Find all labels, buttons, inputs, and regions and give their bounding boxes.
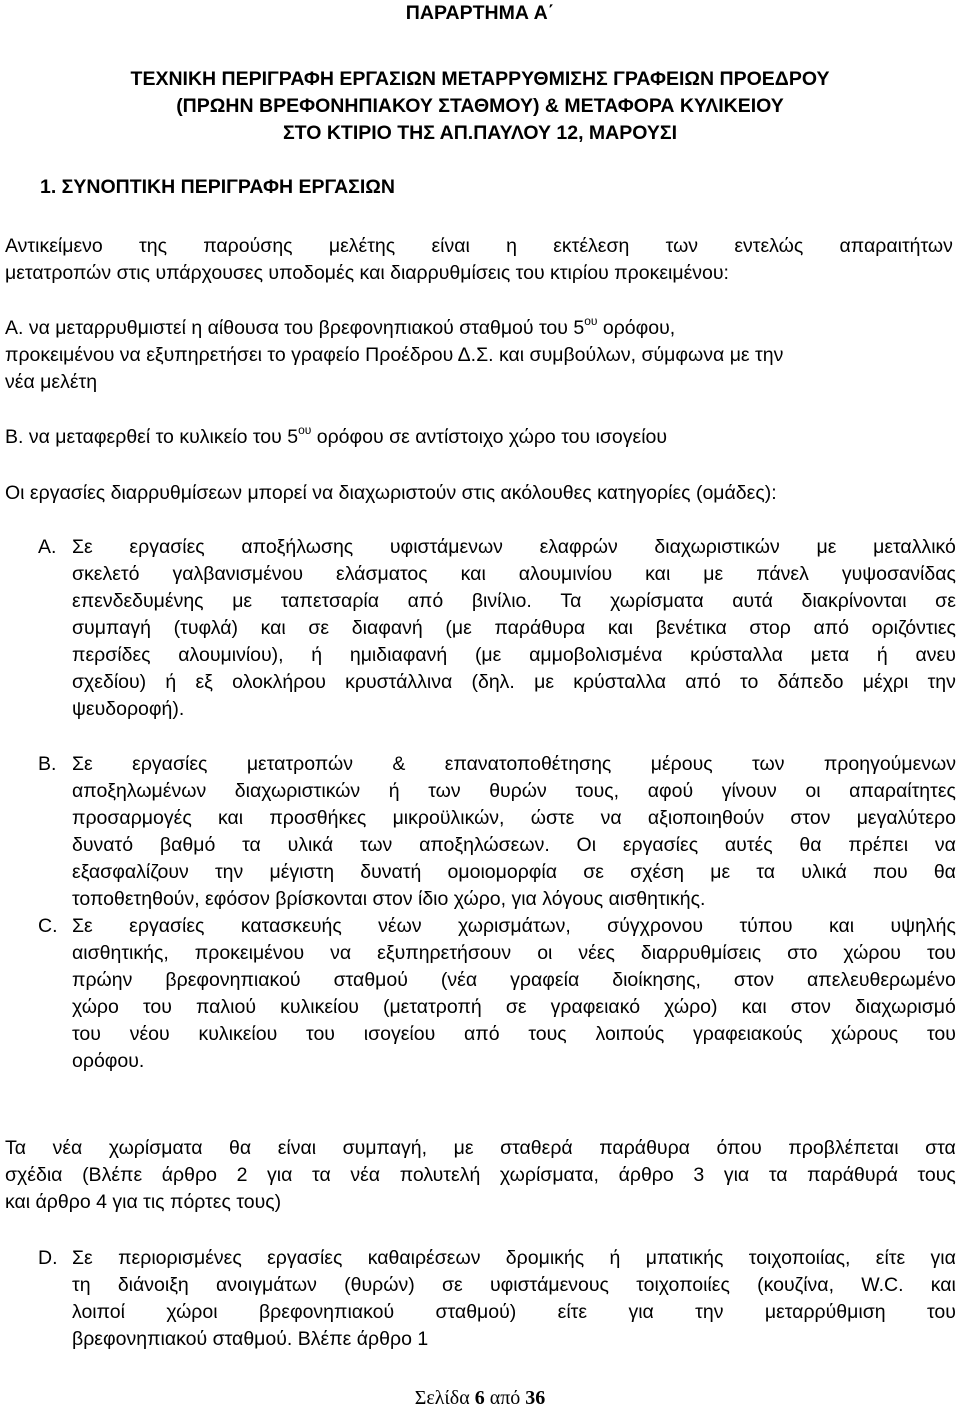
document-title-line-2: (ΠΡΩΗΝ ΒΡΕΦΟΝΗΠΙΑΚΟΥ ΣΤΑΘΜΟΥ) & ΜΕΤΑΦΟΡΑ ΚΥΛΙΚΕΙΟΥ [176,95,784,117]
page-number: 6 [474,1387,485,1409]
cat-b-label: Β. [38,753,57,775]
annex-title: ΠΑΡΑΡΤΗΜΑ Α΄ [405,2,555,24]
cat-b-paragraph: Σε εργασίες μετατροπών & επανατοποθέτησης μέρους των προηγούμενων αποξηλωμένων διαχωριστικών ή των θυρών τους, αφού γίνουν οι απαραίτητες προσαρμογές και προσθήκες μικροϋλικών, ώστε να αξιοποιηθούν στον μεγαλύτερο δυνατό βαθμό τα υλικά των αποξηλώσεων. Οι εργασίες αυτές θα πρέπει να εξασφαλίζουν την μέγιστη δυνατή ομοιομορφία σε σχέση με τα υλικά που θα τοποθετηθούν, εφόσον βρίσκονται στον ίδιο χώρο, για λόγους αισθητικής. [72,753,956,910]
cat-a-paragraph: Σε εργασίες αποξήλωσης υφιστάμενων ελαφρών διαχωριστικών με μεταλλικό σκελετό γαλβανισμένου ελάσματος και αλουμινίου και με πάνελ γυψοσανίδας επενδεδυμένης με ταπετσαρία από βινίλιο. Τα χωρίσματα αυτά διακρίνονται σε συμπαγή (τυφλά) και σε διαφανή (με παράθυρα και βενέτικα στορ από οριζόντιες περσίδες αλουμινίου), ή ημιδιαφανή (με αμμοβολισμένα κρύσταλλα μετα ή ανευ σχεδίου) ή εξ ολοκλήρου κρυστάλλινα (δηλ. με κρύσταλλα από το δάπεδο μέχρι την ψευδοροφή). [72,536,956,720]
cat-d-label: D. [38,1247,58,1269]
cat-a-label: Α. [38,536,57,558]
total-pages: 36 [525,1387,546,1409]
cat-d-paragraph: Σε περιορισμένες εργασίες καθαιρέσεων δρομικής ή μπατικής τοιχοποιίας, είτε για τη διάνοιξη ανοιγμάτων (θυρών) σε υφιστάμενους τοιχοποιίες (κουζίνα, W.C. και λοιποί χώροι βρεφονηπιακού σταθμού) είτε για την μεταρρύθμιση του βρεφονηπιακού σταθμού. Βλέπε άρθρο 1 [72,1247,956,1350]
page-word: Σελίδα [414,1387,470,1409]
cat-c-paragraph: Σε εργασίες κατασκευής νέων χωρισμάτων, σύγχρονου τύπου και υψηλής αισθητικής, προκειμένου να εξυπηρετήσουν οι νέες διαρρυθμίσεις στο χώρου του πρώην βρεφονηπιακού σταθμού (νέα γραφεία διοίκησης, στον απελευθερωμένο χώρο του παλιού κυλικείου (μετατροπή σε γραφειακό χώρο) και στον διαχωρισμό του νέου κυλικείου του ισογείου από τους λοιπούς γραφειακούς χώρους του ορόφου. [72,915,956,1072]
new-partitions-paragraph: Τα νέα χωρίσματα θα είναι συμπαγή, με σταθερά παράθυρα όπου προβλέπεται στα σχέδια (Βλέπε άρθρο 2 για τα νέα πολυτελή χωρίσματα, άρθρο 3 για τα παράθυρά τους και άρθρο 4 για τις πόρτες τους) [5,1137,956,1213]
page-footer [0,1388,960,1408]
intro-line-1: Αντικείμενο της παρούσης μελέτης είναι η εκτέλεση των εντελώς απαραιτήτων [5,235,953,257]
document-title-line-1: ΤΕΧΝΙΚΗ ΠΕΡΙΓΡΑΦΗ ΕΡΓΑΣΙΩΝ ΜΕΤΑΡΡΥΘΜΙΣΗΣ ΓΡΑΦΕΙΩΝ ΠΡΟΕΔΡΟΥ [130,68,830,90]
cat-c-label: C. [38,915,58,937]
document-title-line-3: ΣΤΟ ΚΤΙΡΙΟ ΤΗΣ ΑΠ.ΠΑΥΛΟΥ 12, ΜΑΡΟΥΣΙ [282,122,677,144]
section-heading: 1. ΣΥΝΟΠΤΙΚΗ ΠΕΡΙΓΡΑΦΗ ΕΡΓΑΣΙΩΝ [40,176,396,198]
intro-line-2: μετατροπών στις υπάρχουσες υποδομές και διαρρυθμίσεις του κτιρίου προκειμένου: [5,262,729,284]
item-a-line-3: νέα μελέτη [5,371,98,393]
item-a-line-1: Α. να μεταρρυθμιστεί η αίθουσα του βρεφονηπιακού σταθμού του $5^{o\upsilon}$ ορόφου, [5,314,676,339]
item-b-line: Β. να μεταφερθεί το κυλικείο του $5^{o\upsilon}$ ορόφου σε αντίστοιχο χώρο του ισογείου [5,423,668,448]
categories-intro: Οι εργασίες διαρρυθμίσεων μπορεί να διαχωριστούν στις ακόλουθες κατηγορίες (ομάδες): [5,482,777,504]
item-a-line-2: προκειμένου να εξυπηρετήσει το γραφείο Προέδρου Δ.Σ. και συμβούλων, σύμφωνα με την [5,344,784,366]
of-word: από [489,1387,521,1409]
